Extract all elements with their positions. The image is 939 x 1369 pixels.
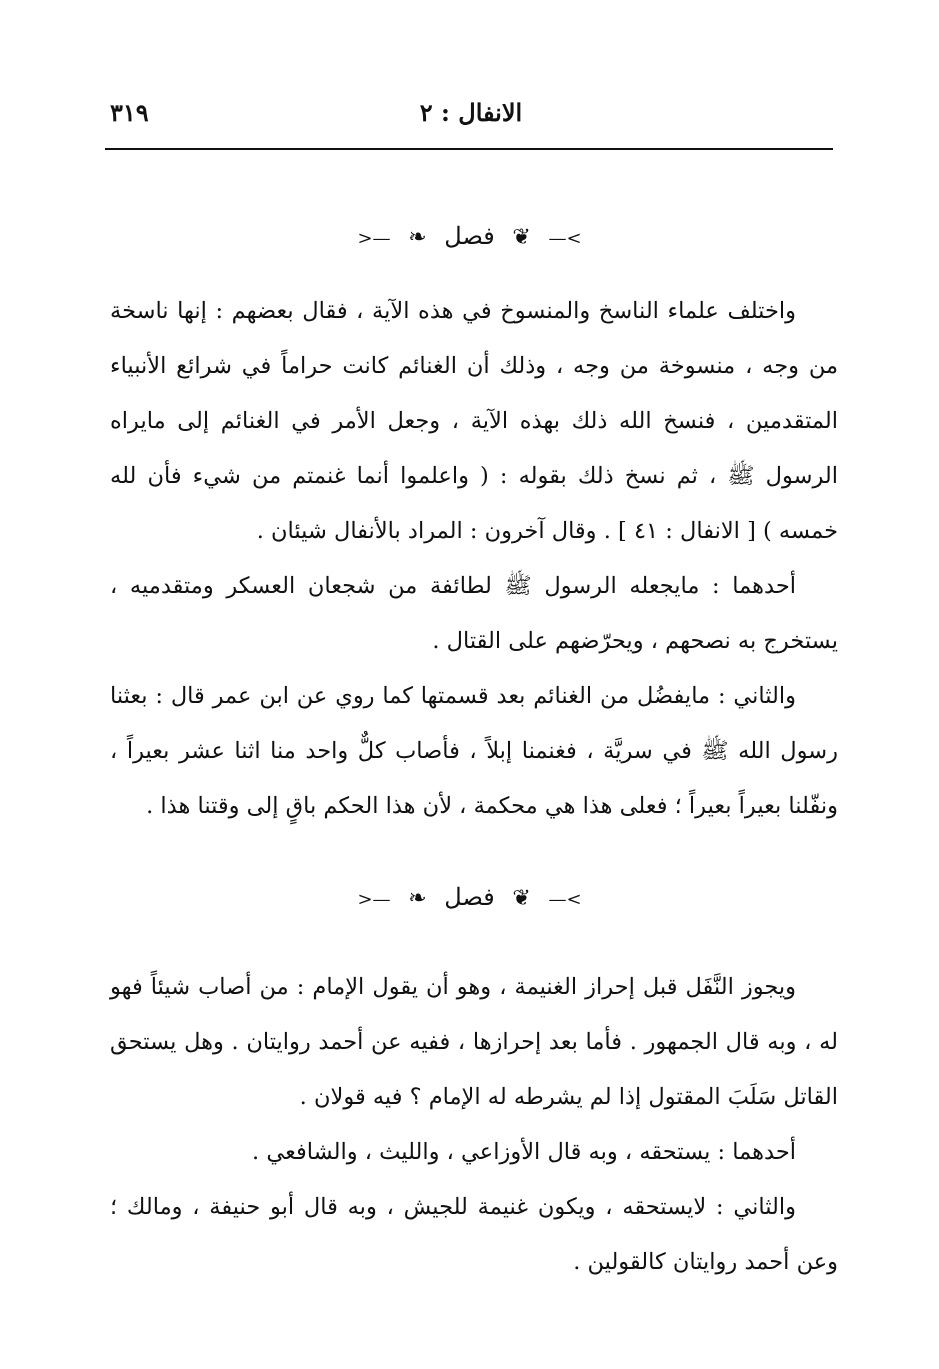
paragraph: ويجوز النَّفَل قبل إحراز الغنيمة ، وهو أن يقول الإمام : من أصاب شيئاً فهو له ، وبه قال الجمهور . فأما بعد إحرازها ، ففيه عن أحمد روايتان . وهل يستحق القاتل سَلَبَ المقتول إذا لم يشرطه له الإمام ؟ فيه قولان .: [110, 974, 838, 1110]
section-heading-2: [0, 883, 939, 911]
ornament-icon: ❧: [408, 886, 427, 911]
ornament-dash-right: >—: [548, 228, 582, 249]
page-number: ٣١٩: [110, 98, 149, 127]
running-head: [110, 98, 832, 138]
ornament-icon: ❦: [512, 225, 531, 250]
section-2-body: [110, 960, 838, 1290]
paragraph: والثاني : مايفضُل من الغنائم بعد قسمتها كما روي عن ابن عمر قال : بعثنا رسول الله ﷺ في سريَّة ، فغنمنا إبلاً ، فأصاب كلٌّ واحد منا اثنا عشر بعيراً ، ونفّلنا بعيراً بعيراً ؛ فعلى هذا هي محكمة ، لأن هذا الحكم باقٍ إلى وقتنا هذا .: [110, 683, 838, 819]
ornament-icon: ❧: [408, 225, 427, 250]
section-heading-1: [0, 222, 939, 250]
section-1-body: [110, 284, 838, 834]
section-title-2: فصل: [444, 883, 495, 911]
paragraph: أحدهما : مايجعله الرسول ﷺ لطائفة من شجعان العسكر ومتقدميه ، يستخرج به نصحهم ، ويحرّضهم على القتال .: [110, 573, 838, 654]
ornament-icon: ❦: [512, 886, 531, 911]
paragraph: والثاني : لايستحقه ، ويكون غنيمة للجيش ، وبه قال أبو حنيفة ، ومالك ؛ وعن أحمد روايتان كالقولين .: [110, 1194, 838, 1275]
paragraph: واختلف علماء الناسخ والمنسوخ في هذه الآية ، فقال بعضهم : إنها ناسخة من وجه ، منسوخة من وجه ، وذلك أن الغنائم كانت حراماً في شرائع الأنبياء المتقدمين ، فنسخ الله ذلك بهذه الآية ، وجعل الأمر في الغنائم إلى مايراه الرسول ﷺ ، ثم نسخ ذلك بقوله : ( واعلموا أنما غنمتم من شيء فأن لله خمسه ) [ الانفال : ٤١ ] . وقال آخرون : المراد بالأنفال شيئان .: [110, 298, 838, 544]
section-title-1: فصل: [444, 222, 495, 250]
header-rule: [105, 148, 833, 150]
ornament-dash-left: —<: [357, 889, 391, 910]
paragraph: أحدهما : يستحقه ، وبه قال الأوزاعي ، والليث ، والشافعي .: [252, 1139, 796, 1165]
ornament-dash-left: —<: [357, 228, 391, 249]
surah-reference: الانفال : ٢: [419, 98, 523, 127]
ornament-dash-right: >—: [548, 889, 582, 910]
